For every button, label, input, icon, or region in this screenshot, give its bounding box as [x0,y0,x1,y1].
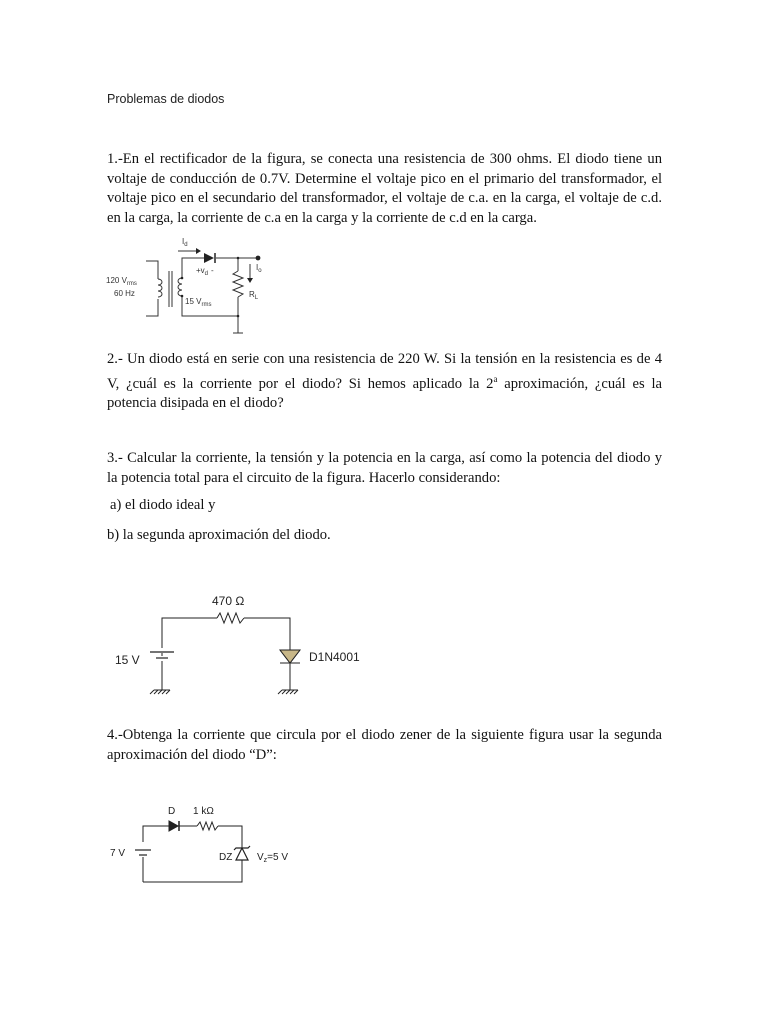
figure-rectifier-circuit [100,233,275,341]
fig2-resistor-label: 470 Ω [212,594,245,608]
problem-3-text: 3.- Calcular la corriente, la tensión y la potencia en la carga, así como la potencia del diodo y la potencia total para el circuito de la figura. Hacerlo considerando: [107,450,662,486]
fig1-frequency-label: 60 Hz [114,289,135,298]
fig2-source-label: 15 V [115,653,140,667]
fig2-diode-label: D1N4001 [309,650,360,664]
problem-1-text: 1.-En el rectificador de la figura, se conecta una resistencia de 300 ohms. El diodo tiene un voltaje de conducción de 0.7V. Determine el voltaje pico en el primario del transformador, el voltaje pico en el secundario del transformador, el voltaje de c.a. en la carga, el voltaje de c.d. en la carga, la corriente de c.a en la carga y la corriente de c.d en la carga. [107,151,662,226]
problem-3-option-b: b) la segunda aproximación del diodo. [107,527,331,543]
fig1-diode-voltage-label: $+v_d$ - [196,266,214,277]
fig3-diode-label: D [168,806,176,817]
fig1-source-label: 120 $V_{rms}$ [106,276,137,287]
fig1-load-current-label: $I_o$ [256,263,262,274]
fig3-zener-label: DZ [219,852,233,863]
fig1-load-resistor-label: $R_L$ [249,290,259,301]
fig3-zener-voltage-label: $V_z=5$ V [257,852,289,864]
fig3-source-label: 7 V [110,848,126,859]
fig1-diode-current-label: $I_d$ [182,237,188,248]
figure-diode-circuit [110,588,370,708]
problem-3-option-a: a) el diodo ideal y [110,497,216,513]
fig3-resistor-label: 1 kΩ [193,806,214,817]
figure-zener-circuit [105,800,305,890]
fig1-secondary-label: 15 $V_{rms}$ [185,297,212,308]
problem-4-text: 4.-Obtenga la corriente que circula por el diodo zener de la siguiente figura usar la segunda aproximación del diodo “D”: [107,727,662,763]
problem-2-text: 2.- Un diodo está en serie con una resistencia de 220 W. Si la tensión en la resistencia es de 4 V, ¿cuál es la corriente por el diodo? Si hemos aplicado la 2$^a$ aproximación, ¿cuál es la potencia disipada en el diodo? [107,351,663,411]
page-heading: Problemas de diodos [107,92,225,106]
